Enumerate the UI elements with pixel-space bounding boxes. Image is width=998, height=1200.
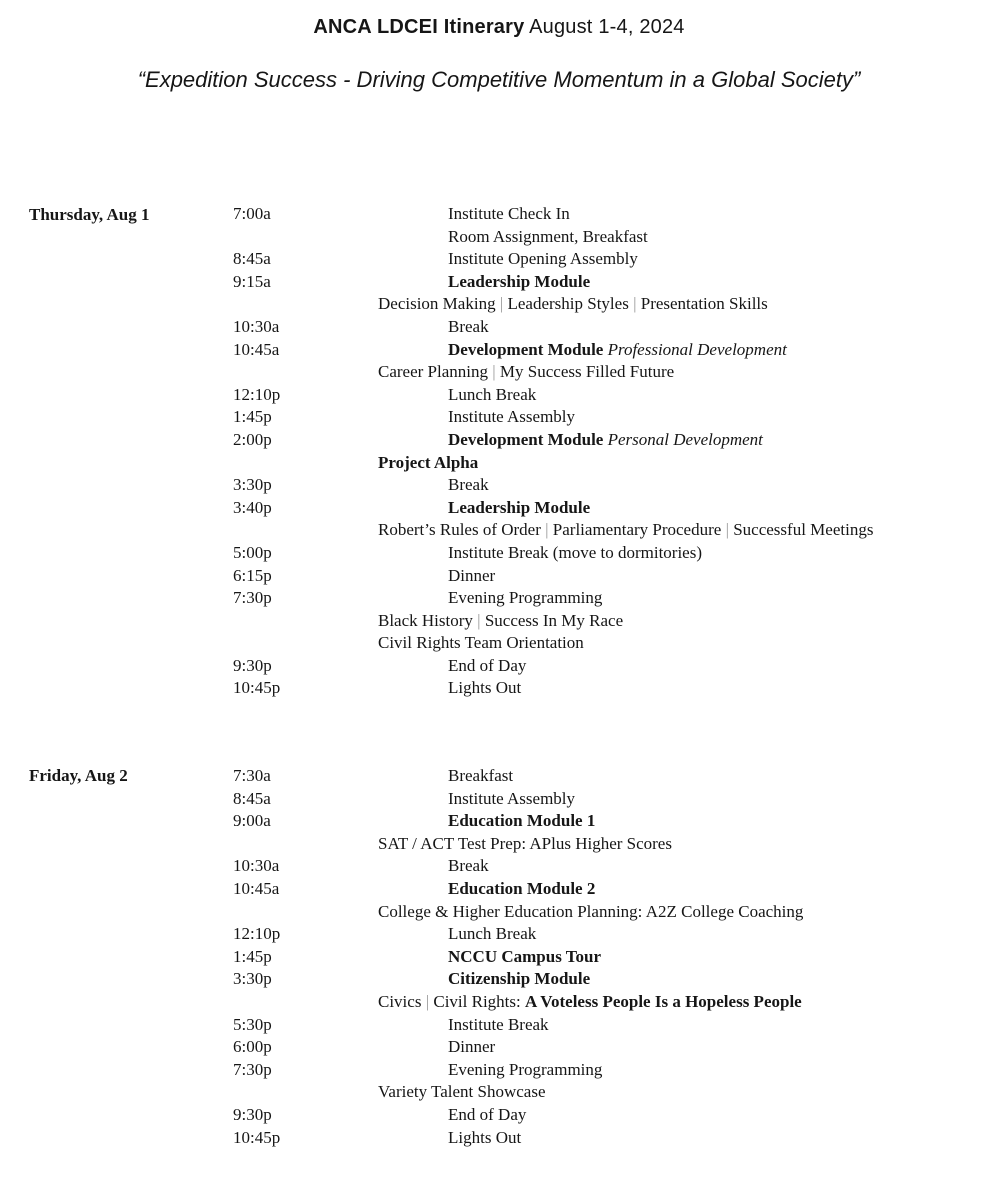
- title-bold: ANCA LDCEI Itinerary: [313, 16, 525, 38]
- event-text: Institute Break (move to dormitories): [448, 542, 702, 562]
- separator: |: [545, 520, 549, 540]
- event-text: Civil Rights Team Orientation: [378, 633, 584, 653]
- schedule-row: [0, 833, 998, 856]
- schedule-row: [0, 406, 998, 429]
- event-text: Lunch Break: [448, 924, 537, 944]
- event-text: Black History: [378, 610, 478, 630]
- time-cell: 7:00a: [233, 204, 271, 223]
- event-cell: [448, 248, 638, 271]
- event-cell: [448, 1036, 495, 1059]
- event-text: Project Alpha: [378, 452, 479, 472]
- event-cell: [448, 946, 601, 969]
- schedule-row: [0, 901, 998, 924]
- event-text: Break: [448, 475, 489, 495]
- event-text: Development Module: [448, 429, 604, 449]
- schedule-row: [0, 632, 998, 655]
- schedule-row: [0, 519, 998, 542]
- event-text: Success In My Race: [480, 610, 624, 630]
- event-cell: [378, 833, 672, 856]
- event-cell: [448, 474, 489, 497]
- time-cell: 3:30p: [233, 475, 272, 495]
- event-text: College & Higher Education Planning: A2Z College Coaching: [378, 901, 804, 921]
- event-cell: [448, 855, 489, 878]
- schedule-row: [0, 497, 998, 520]
- event-cell: [448, 1104, 526, 1127]
- schedule-row: [0, 878, 998, 901]
- event-text: Education Module 2: [448, 878, 596, 898]
- event-cell: [378, 1081, 546, 1104]
- event-cell: [448, 1059, 602, 1082]
- event-text: NCCU Campus Tour: [448, 946, 602, 966]
- schedule-row: [0, 923, 998, 946]
- schedule-row: [0, 855, 998, 878]
- event-cell: [378, 632, 584, 655]
- time-cell: 7:30p: [233, 588, 272, 608]
- event-cell: [378, 901, 803, 924]
- day-label-friday: Friday, Aug 2: [29, 766, 128, 785]
- event-cell: [448, 497, 590, 520]
- title-date: August 1-4, 2024: [524, 16, 685, 38]
- event-text: Robert’s Rules of Order: [378, 520, 546, 540]
- event-cell: [448, 226, 648, 249]
- document-subtitle: “Expedition Success - Driving Competitive Momentum in a Global Society”: [137, 67, 861, 92]
- schedule-row: [0, 316, 998, 339]
- event-text: Leadership Module: [448, 497, 591, 517]
- time-cell: 1:45p: [233, 946, 272, 966]
- schedule-row: [0, 271, 998, 294]
- schedule-row: [0, 542, 998, 565]
- event-cell: [448, 429, 763, 452]
- event-cell: [448, 810, 595, 833]
- time-cell: 10:45a: [233, 878, 280, 898]
- event-text: Leadership Styles: [503, 294, 634, 314]
- event-text: Breakfast: [448, 766, 514, 785]
- schedule-row: [0, 788, 998, 811]
- event-cell: [448, 1127, 521, 1150]
- schedule-row: [0, 226, 998, 249]
- event-text: My Success Filled Future: [495, 362, 675, 382]
- schedule-row: [0, 384, 998, 407]
- event-text: Career Planning: [378, 362, 493, 382]
- time-cell: 12:10p: [233, 384, 281, 404]
- schedule-row: [0, 203, 998, 226]
- event-text: Civics: [378, 991, 426, 1011]
- event-text: SAT / ACT Test Prep: APlus Higher Scores: [378, 833, 672, 853]
- schedule-row: [0, 655, 998, 678]
- event-text: Evening Programming: [448, 1059, 603, 1079]
- event-cell: [448, 565, 495, 588]
- schedule-row: [0, 1036, 998, 1059]
- schedule-row: [0, 968, 998, 991]
- event-text: End of Day: [448, 655, 527, 675]
- separator: |: [499, 294, 504, 314]
- event-text: Presentation Skills: [636, 294, 768, 314]
- event-text: Lights Out: [448, 1127, 522, 1147]
- event-cell: [448, 542, 702, 565]
- schedule-row: [0, 293, 998, 316]
- event-cell: [448, 923, 536, 946]
- event-cell: [448, 203, 570, 226]
- schedule-row: [0, 765, 998, 788]
- time-cell: 1:45p: [233, 407, 272, 427]
- schedule-row: [0, 248, 998, 271]
- schedule-row: [0, 339, 998, 362]
- event-text: Lunch Break: [448, 384, 537, 404]
- separator: |: [425, 991, 430, 1011]
- schedule-row: [0, 610, 998, 633]
- event-cell: [448, 968, 590, 991]
- event-cell: [448, 406, 575, 429]
- time-cell: 8:45a: [233, 788, 271, 808]
- event-cell: [378, 991, 802, 1014]
- time-cell: 5:30p: [233, 1014, 272, 1034]
- time-cell: 6:15p: [233, 565, 272, 585]
- time-cell: 6:00p: [233, 1037, 272, 1057]
- schedule-row: [0, 677, 998, 700]
- day-label-thursday: Thursday, Aug 1: [29, 205, 150, 224]
- event-cell: [448, 316, 489, 339]
- separator: |: [477, 610, 481, 630]
- separator: |: [725, 520, 729, 540]
- schedule-row: [0, 587, 998, 610]
- event-text: A Voteless People Is a Hopeless People: [525, 991, 802, 1011]
- schedule-row: [0, 1127, 998, 1150]
- schedule-row: [0, 1081, 998, 1104]
- event-text: Personal Development: [607, 429, 763, 449]
- event-cell: [378, 452, 478, 475]
- event-text: Education Module 1: [448, 811, 596, 831]
- event-text: Civil Rights:: [429, 991, 525, 1011]
- schedule-row: [0, 361, 998, 384]
- event-text: Leadership Module: [448, 271, 591, 291]
- event-cell: [448, 878, 595, 901]
- event-text: Decision Making: [378, 294, 500, 314]
- event-cell: [448, 765, 513, 788]
- time-cell: 10:30a: [233, 316, 280, 336]
- event-text: Dinner: [448, 1037, 496, 1057]
- schedule-row: [0, 452, 998, 475]
- event-text: Successful Meetings: [728, 520, 874, 540]
- time-cell: 2:00p: [233, 429, 272, 449]
- document-title: [0, 16, 998, 39]
- time-cell: 10:45a: [233, 339, 280, 359]
- event-text: Evening Programming: [448, 588, 603, 608]
- event-cell: [448, 788, 575, 811]
- event-text: Variety Talent Showcase: [378, 1082, 546, 1102]
- schedule-row: [0, 810, 998, 833]
- time-cell: 5:00p: [233, 542, 272, 562]
- schedule-row: [0, 1014, 998, 1037]
- event-text: Dinner: [448, 565, 496, 585]
- event-cell: [448, 587, 602, 610]
- schedule-row: [0, 991, 998, 1014]
- time-cell: 3:30p: [233, 969, 272, 989]
- event-text: Institute Break: [448, 1014, 549, 1034]
- time-cell: 9:00a: [233, 811, 271, 831]
- separator: |: [492, 362, 496, 382]
- event-text: Parliamentary Procedure: [548, 520, 726, 540]
- event-text: Institute Check In: [448, 204, 570, 223]
- time-cell: 7:30a: [233, 766, 271, 785]
- schedule-thursday: [0, 203, 998, 700]
- event-cell: [448, 1014, 549, 1037]
- time-cell: 10:45p: [233, 1127, 281, 1147]
- schedule-row: [0, 474, 998, 497]
- event-text: Institute Assembly: [448, 407, 576, 427]
- event-text: End of Day: [448, 1104, 527, 1124]
- time-cell: 9:15a: [233, 271, 271, 291]
- schedule-row: [0, 1104, 998, 1127]
- event-cell: [448, 677, 521, 700]
- event-cell: [448, 384, 536, 407]
- time-cell: 8:45a: [233, 249, 271, 269]
- time-cell: 3:40p: [233, 497, 272, 517]
- schedule-row: [0, 1059, 998, 1082]
- event-text: Break: [448, 316, 489, 336]
- event-text: Citizenship Module: [448, 969, 591, 989]
- schedule-row: [0, 565, 998, 588]
- time-cell: 10:45p: [233, 678, 281, 698]
- time-cell: 9:30p: [233, 1104, 272, 1124]
- event-cell: [448, 655, 526, 678]
- event-cell: [448, 271, 590, 294]
- separator: |: [633, 294, 637, 314]
- event-cell: [378, 610, 623, 633]
- time-cell: 7:30p: [233, 1059, 272, 1079]
- event-text: Lights Out: [448, 678, 522, 698]
- event-text: Institute Assembly: [448, 788, 576, 808]
- event-cell: [378, 293, 768, 316]
- time-cell: 12:10p: [233, 924, 281, 944]
- event-cell: [378, 361, 674, 384]
- event-text: Development Module: [448, 339, 604, 359]
- schedule-friday: [0, 765, 998, 1149]
- event-text: Break: [448, 856, 489, 876]
- time-cell: 10:30a: [233, 856, 280, 876]
- event-text: Room Assignment, Breakfast: [448, 226, 648, 246]
- event-cell: [378, 519, 873, 542]
- schedule-row: [0, 429, 998, 452]
- event-cell: [448, 339, 787, 362]
- time-cell: 9:30p: [233, 655, 272, 675]
- schedule-row: [0, 946, 998, 969]
- event-text: Institute Opening Assembly: [448, 249, 638, 269]
- event-text: Professional Development: [607, 339, 787, 359]
